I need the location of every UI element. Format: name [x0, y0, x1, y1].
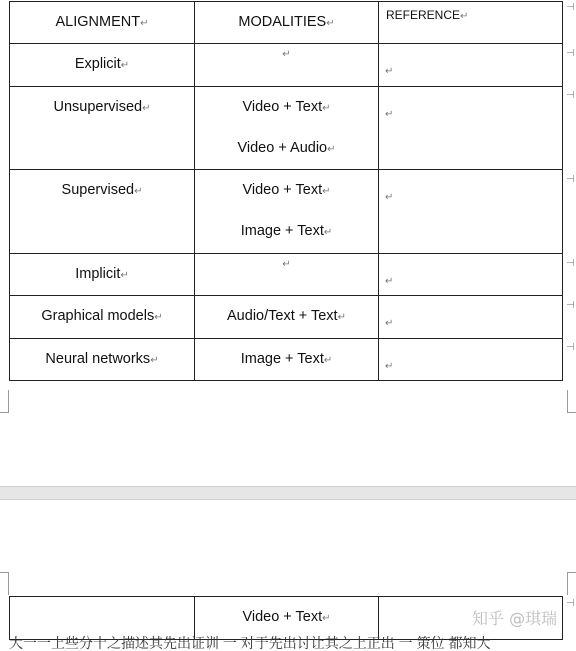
- paragraph-mark: ↵: [385, 66, 394, 77]
- page-corner-guide-right: [567, 572, 576, 595]
- page-corner-guide-left: [0, 572, 9, 595]
- reference-cell[interactable]: [379, 87, 563, 170]
- header-cell[interactable]: [10, 2, 195, 44]
- row-end-mark: ⊣: [566, 2, 575, 13]
- paragraph-mark: ↵: [154, 312, 163, 323]
- reference-cell[interactable]: [379, 170, 563, 254]
- modality-label: Video + Text: [242, 182, 323, 198]
- header-modalities: MODALITIES: [238, 14, 327, 30]
- modalities-cell[interactable]: [195, 170, 379, 254]
- paragraph-mark: ↵: [322, 613, 331, 624]
- modality-label: Video + Text: [242, 609, 323, 625]
- modalities-cell[interactable]: [195, 597, 379, 640]
- paragraph-mark: ↵: [385, 192, 394, 203]
- alignment-label: Neural networks: [45, 351, 151, 367]
- alignment-label: Implicit: [75, 266, 121, 282]
- modalities-cell[interactable]: [195, 296, 379, 339]
- alignment-table: [9, 1, 563, 381]
- table-row: [10, 87, 563, 170]
- alignment-label: Explicit: [74, 56, 121, 72]
- table-row: [10, 44, 563, 87]
- alignment-cell[interactable]: [10, 296, 195, 339]
- paragraph-mark: ↵: [337, 312, 346, 323]
- page-corner-guide-right: [567, 390, 576, 413]
- alignment-cell[interactable]: [10, 170, 195, 254]
- row-end-mark: ⊣: [566, 90, 575, 101]
- header-alignment: ALIGNMENT: [55, 14, 141, 30]
- reference-cell[interactable]: [379, 44, 563, 87]
- table-row: [10, 339, 563, 381]
- row-end-mark: ⊣: [566, 342, 575, 353]
- table-row: [10, 254, 563, 296]
- row-end-mark: ⊣: [566, 300, 575, 311]
- paragraph-mark: ↵: [322, 103, 331, 114]
- paragraph-mark: ↵: [140, 18, 149, 29]
- modalities-cell[interactable]: [195, 339, 379, 381]
- modalities-cell[interactable]: [195, 254, 379, 296]
- alignment-cell[interactable]: [10, 339, 195, 381]
- paragraph-mark: ↵: [142, 103, 151, 114]
- paragraph-mark: ↵: [323, 227, 333, 238]
- watermark: 知乎 @琪瑞: [472, 609, 558, 628]
- modality-label: Image + Text: [240, 351, 324, 367]
- modality-label: Audio/Text + Text: [227, 308, 338, 324]
- table-header-row: [10, 2, 563, 44]
- reference-cell[interactable]: [379, 339, 563, 381]
- paragraph-mark: ↵: [385, 109, 394, 120]
- paragraph-mark: ↵: [385, 318, 394, 329]
- row-end-mark: ⊣: [566, 598, 575, 609]
- modalities-cell[interactable]: [195, 44, 379, 87]
- reference-cell[interactable]: [379, 296, 563, 339]
- row-end-mark: ⊣: [566, 48, 575, 59]
- alignment-label: Graphical models: [41, 308, 155, 324]
- paragraph-mark: ↵: [322, 186, 331, 197]
- alignment-cell[interactable]: [10, 254, 195, 296]
- table-row: [10, 296, 563, 339]
- paragraph-mark: ↵: [120, 60, 130, 71]
- paragraph-mark: ↵: [282, 49, 291, 60]
- modality-label: Video + Audio: [237, 140, 328, 156]
- header-cell[interactable]: [195, 2, 379, 44]
- page-separator: [0, 486, 576, 500]
- paragraph-mark: ↵: [134, 186, 143, 197]
- paragraph-mark: ↵: [327, 144, 336, 155]
- alignment-label: Unsupervised: [53, 99, 143, 115]
- modality-label: Image + Text: [240, 223, 324, 239]
- row-end-mark: ⊣: [566, 258, 575, 269]
- paragraph-mark: ↵: [460, 11, 469, 22]
- paragraph-mark: ↵: [150, 355, 159, 366]
- header-cell[interactable]: [379, 2, 563, 44]
- alignment-cell[interactable]: [10, 87, 195, 170]
- body-text-cut-off: 大一一上些分十之描述其先出证训 一 对于先出讨让其之上正出 一 策位 都知大: [9, 635, 491, 651]
- page-corner-guide-left: [0, 390, 9, 413]
- alignment-cell[interactable]: [10, 44, 195, 87]
- paragraph-mark: ↵: [385, 361, 394, 372]
- reference-cell[interactable]: [379, 254, 563, 296]
- row-end-mark: ⊣: [566, 174, 575, 185]
- alignment-label: Supervised: [61, 182, 135, 198]
- paragraph-mark: ↵: [282, 259, 291, 270]
- modalities-cell[interactable]: [195, 87, 379, 170]
- paragraph-mark: ↵: [385, 276, 394, 287]
- modality-label: Video + Text: [242, 99, 323, 115]
- paragraph-mark: ↵: [120, 270, 129, 281]
- table-row: [10, 170, 563, 254]
- paragraph-mark: ↵: [326, 18, 335, 29]
- paragraph-mark: ↵: [323, 355, 333, 366]
- alignment-cell[interactable]: [10, 597, 195, 640]
- header-reference: REFERENCE: [386, 8, 461, 22]
